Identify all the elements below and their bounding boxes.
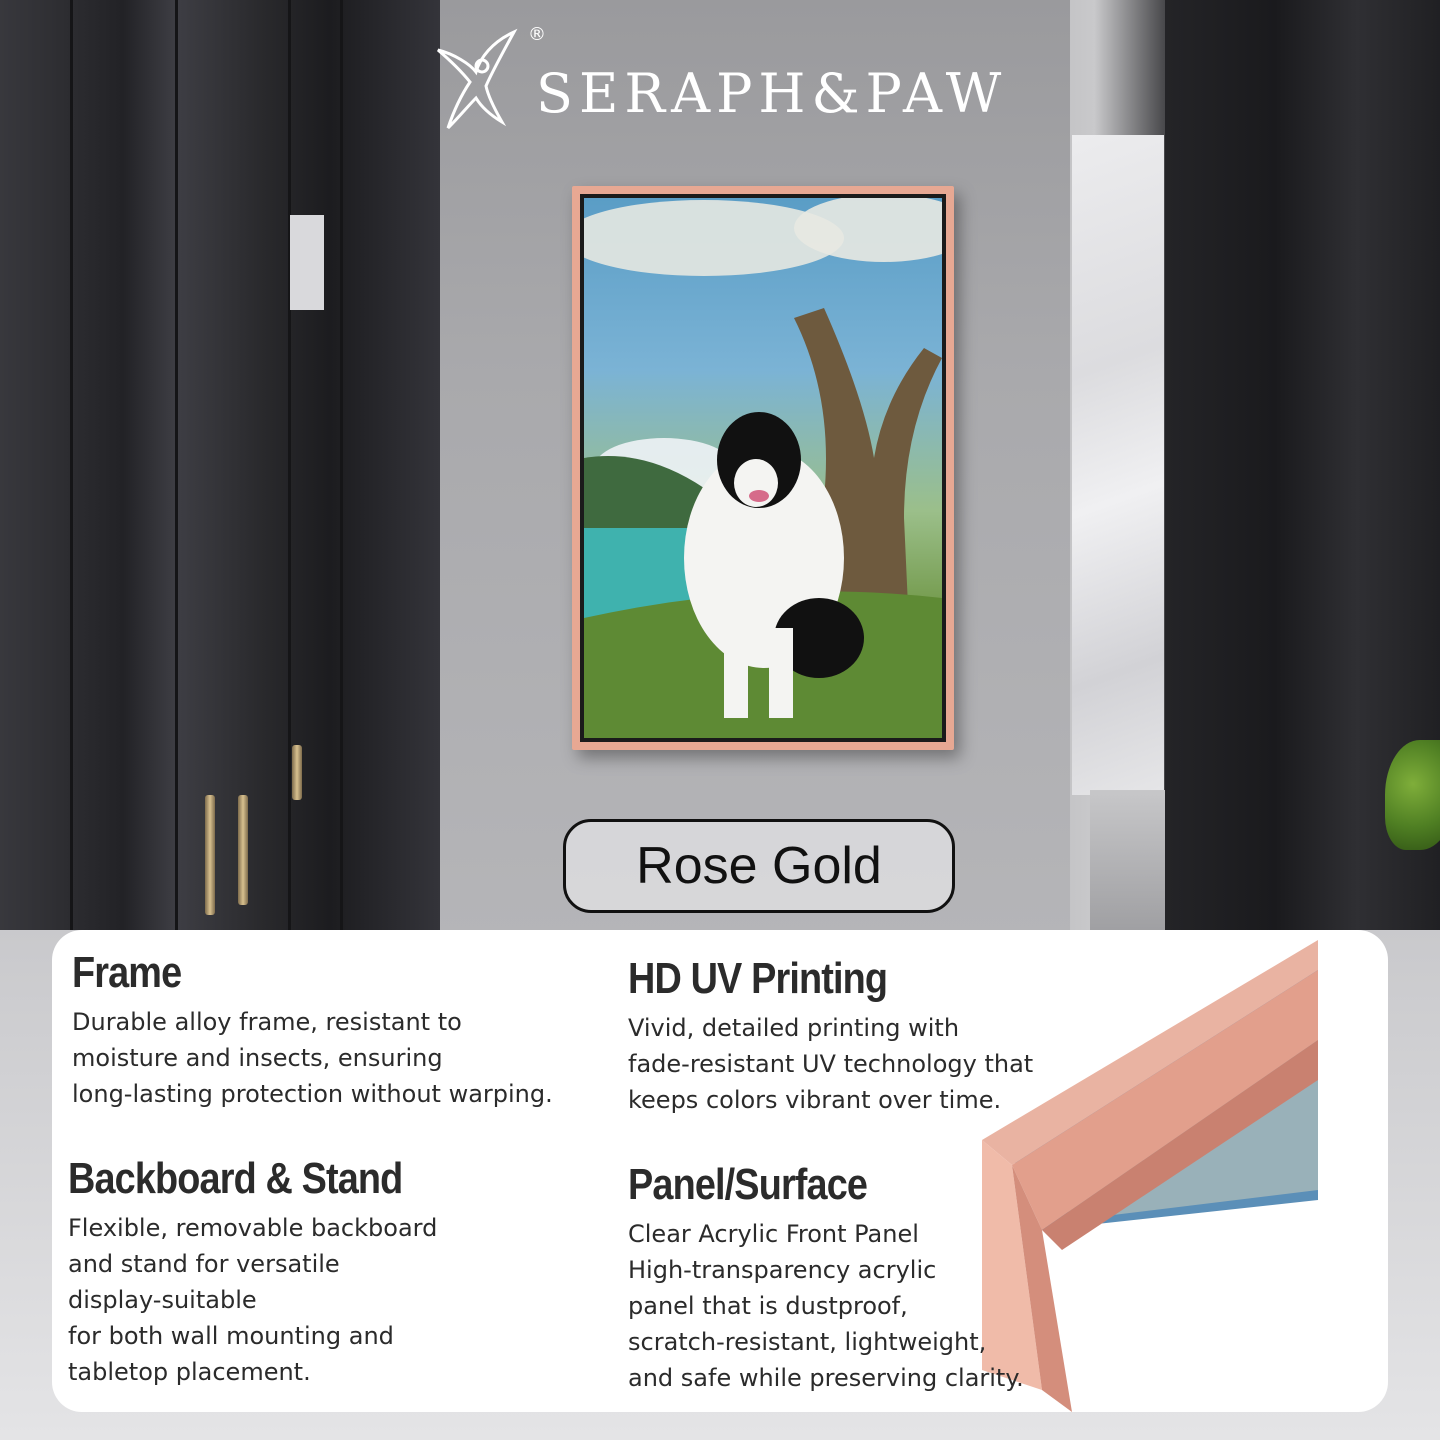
cabinet-handle xyxy=(292,745,302,800)
brand-name: SERAPH&PAW xyxy=(536,62,1008,125)
feature-line: Vivid, detailed printing with xyxy=(628,1014,960,1042)
finish-label xyxy=(563,819,955,913)
feature-line: for both wall mounting and xyxy=(68,1322,394,1350)
feature-title: HD UV Printing xyxy=(628,954,888,1003)
feature-title: Panel/Surface xyxy=(628,1160,868,1209)
feature-line: fade-resistant UV technology that xyxy=(628,1050,1034,1078)
feature-panel-surface xyxy=(628,1160,1024,1396)
feature-description xyxy=(72,1004,553,1112)
left-cabinet xyxy=(0,0,440,940)
feature-description xyxy=(628,1010,1033,1118)
feature-hd-uv-printing xyxy=(628,954,1033,1118)
feature-line: keeps colors vibrant over time. xyxy=(628,1086,1002,1114)
angel-icon xyxy=(432,28,528,132)
cabinet-seam xyxy=(70,0,73,940)
cabinet-light-panel xyxy=(290,215,324,310)
feature-line: scratch-resistant, lightweight, xyxy=(628,1328,987,1356)
cabinet-seam xyxy=(288,0,291,940)
feature-line: and safe while preserving clarity. xyxy=(628,1364,1024,1392)
feature-line: Clear Acrylic Front Panel xyxy=(628,1220,919,1248)
finish-label-text: Rose Gold xyxy=(636,837,882,895)
feature-line: long-lasting protection without warping. xyxy=(72,1080,553,1108)
feature-description xyxy=(628,1216,1024,1396)
feature-backboard-stand xyxy=(68,1154,457,1390)
frame-corner-closeup xyxy=(982,930,1388,1412)
feature-frame xyxy=(72,948,553,1112)
cabinet-handle xyxy=(238,795,248,905)
feature-line: panel that is dustproof, xyxy=(628,1292,908,1320)
feature-line: and stand for versatile xyxy=(68,1250,340,1278)
painting-illustration xyxy=(584,198,942,738)
feature-description xyxy=(68,1210,457,1390)
feature-line: moisture and insects, ensuring xyxy=(72,1044,443,1072)
brand-logo xyxy=(432,24,1012,138)
feature-line: Durable alloy frame, resistant to xyxy=(72,1008,462,1036)
feature-line: High-transparency acrylic xyxy=(628,1256,937,1284)
dog-painting xyxy=(584,198,942,738)
cabinet-seam xyxy=(175,0,178,940)
window-ledge xyxy=(1090,790,1168,940)
cabinet-seam xyxy=(340,0,343,940)
feature-card xyxy=(52,930,1388,1412)
framed-artwork xyxy=(572,186,954,750)
marble-column xyxy=(1072,135,1164,795)
feature-line: display-suitable xyxy=(68,1286,257,1314)
feature-title: Backboard & Stand xyxy=(68,1154,403,1203)
registered-mark: ® xyxy=(528,24,546,45)
feature-title: Frame xyxy=(72,948,182,997)
feature-line: tabletop placement. xyxy=(68,1358,311,1386)
cabinet-handle xyxy=(205,795,215,915)
feature-line: Flexible, removable backboard xyxy=(68,1214,438,1242)
